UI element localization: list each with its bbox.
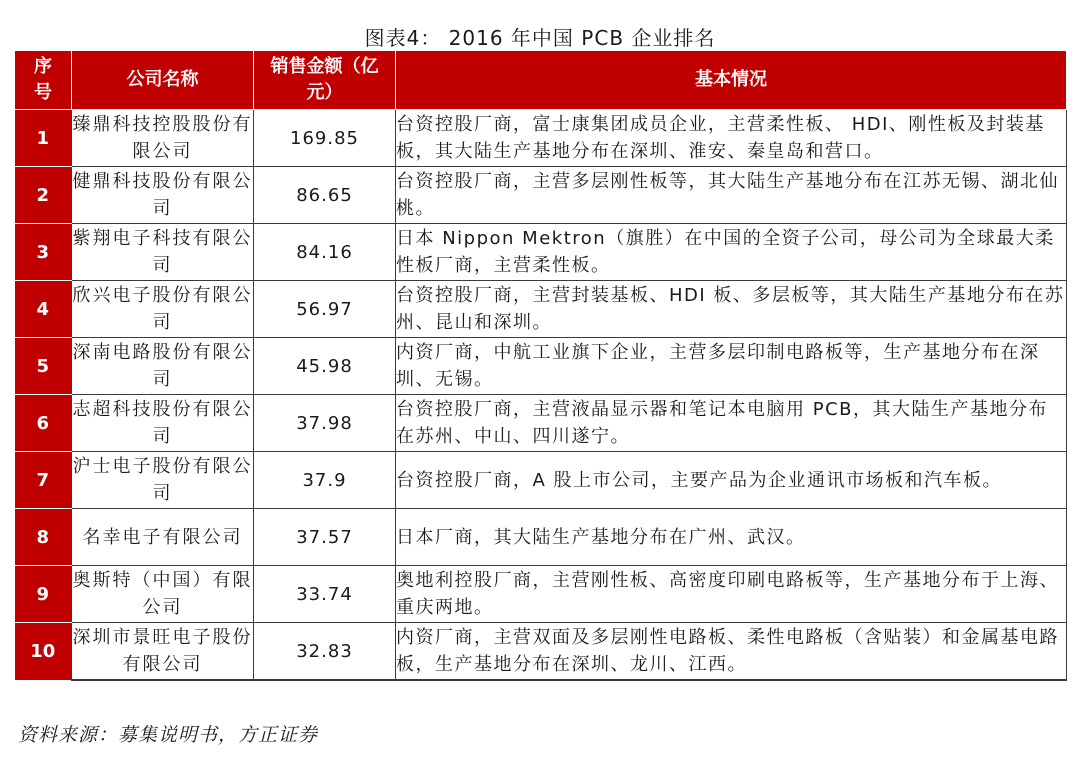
company-info: 日本厂商，其大陆生产基地分布在广州、武汉。 bbox=[396, 509, 1067, 566]
sales-amount: 84.16 bbox=[254, 224, 396, 281]
rank-number: 9 bbox=[15, 566, 72, 623]
table-row bbox=[15, 566, 1067, 623]
table-row bbox=[15, 110, 1067, 167]
rank-number: 3 bbox=[15, 224, 72, 281]
table-header-row bbox=[15, 51, 1067, 110]
sales-amount: 45.98 bbox=[254, 338, 396, 395]
company-name: 紫翔电子科技有限公司 bbox=[72, 224, 254, 281]
header-no: 序号 bbox=[15, 51, 72, 110]
header-sales: 销售金额（亿元） bbox=[254, 51, 396, 110]
company-name: 沪士电子股份有限公司 bbox=[72, 452, 254, 509]
company-name: 名幸电子有限公司 bbox=[72, 509, 254, 566]
company-info: 奥地利控股厂商，主营刚性板、高密度印刷电路板等，生产基地分布于上海、重庆两地。 bbox=[396, 566, 1067, 623]
company-info: 台资控股厂商，A 股上市公司，主要产品为企业通讯市场板和汽车板。 bbox=[396, 452, 1067, 509]
table-row bbox=[15, 509, 1067, 566]
sales-amount: 37.9 bbox=[254, 452, 396, 509]
rank-number: 1 bbox=[15, 110, 72, 167]
header-company: 公司名称 bbox=[72, 51, 254, 110]
company-name: 志超科技股份有限公司 bbox=[72, 395, 254, 452]
company-info: 台资控股厂商，富士康集团成员企业，主营柔性板、 HDI、刚性板及封装基板，其大陆生产基地分布在深圳、淮安、秦皇岛和营口。 bbox=[396, 110, 1067, 167]
company-info: 台资控股厂商，主营液晶显示器和笔记本电脑用 PCB，其大陆生产基地分布在苏州、中山、四川遂宁。 bbox=[396, 395, 1067, 452]
company-info: 台资控股厂商，主营多层刚性板等，其大陆生产基地分布在江苏无锡、湖北仙桃。 bbox=[396, 167, 1067, 224]
table-row bbox=[15, 623, 1067, 681]
company-info: 日本 Nippon Mektron（旗胜）在中国的全资子公司，母公司为全球最大柔性板厂商，主营柔性板。 bbox=[396, 224, 1067, 281]
sales-amount: 32.83 bbox=[254, 623, 396, 681]
rank-number: 5 bbox=[15, 338, 72, 395]
rank-number: 7 bbox=[15, 452, 72, 509]
sales-amount: 33.74 bbox=[254, 566, 396, 623]
company-name: 欣兴电子股份有限公司 bbox=[72, 281, 254, 338]
table-row bbox=[15, 224, 1067, 281]
table-row bbox=[15, 338, 1067, 395]
sales-amount: 86.65 bbox=[254, 167, 396, 224]
table-row bbox=[15, 281, 1067, 338]
company-info: 内资厂商，主营双面及多层刚性电路板、柔性电路板（含贴装）和金属基电路板，生产基地分布在深圳、龙川、江西。 bbox=[396, 623, 1067, 681]
header-info: 基本情况 bbox=[396, 51, 1067, 110]
rank-number: 4 bbox=[15, 281, 72, 338]
ranking-table bbox=[14, 50, 1067, 681]
page-title: 图表4： 2016 年中国 PCB 企业排名 bbox=[364, 26, 716, 50]
table-row bbox=[15, 167, 1067, 224]
sales-amount: 56.97 bbox=[254, 281, 396, 338]
sales-amount: 169.85 bbox=[254, 110, 396, 167]
company-name: 臻鼎科技控股股份有限公司 bbox=[72, 110, 254, 167]
rank-number: 8 bbox=[15, 509, 72, 566]
sales-amount: 37.57 bbox=[254, 509, 396, 566]
rank-number: 10 bbox=[15, 623, 72, 681]
rank-number: 6 bbox=[15, 395, 72, 452]
company-name: 深南电路股份有限公司 bbox=[72, 338, 254, 395]
table-row bbox=[15, 395, 1067, 452]
company-name: 健鼎科技股份有限公司 bbox=[72, 167, 254, 224]
source-note: 资料来源：募集说明书，方正证券 bbox=[18, 724, 319, 746]
rank-number: 2 bbox=[15, 167, 72, 224]
table-row bbox=[15, 452, 1067, 509]
company-info: 台资控股厂商，主营封装基板、HDI 板、多层板等，其大陆生产基地分布在苏州、昆山和深圳。 bbox=[396, 281, 1067, 338]
company-name: 奥斯特（中国）有限公司 bbox=[72, 566, 254, 623]
company-name: 深圳市景旺电子股份有限公司 bbox=[72, 623, 254, 681]
company-info: 内资厂商，中航工业旗下企业，主营多层印制电路板等，生产基地分布在深圳、无锡。 bbox=[396, 338, 1067, 395]
sales-amount: 37.98 bbox=[254, 395, 396, 452]
